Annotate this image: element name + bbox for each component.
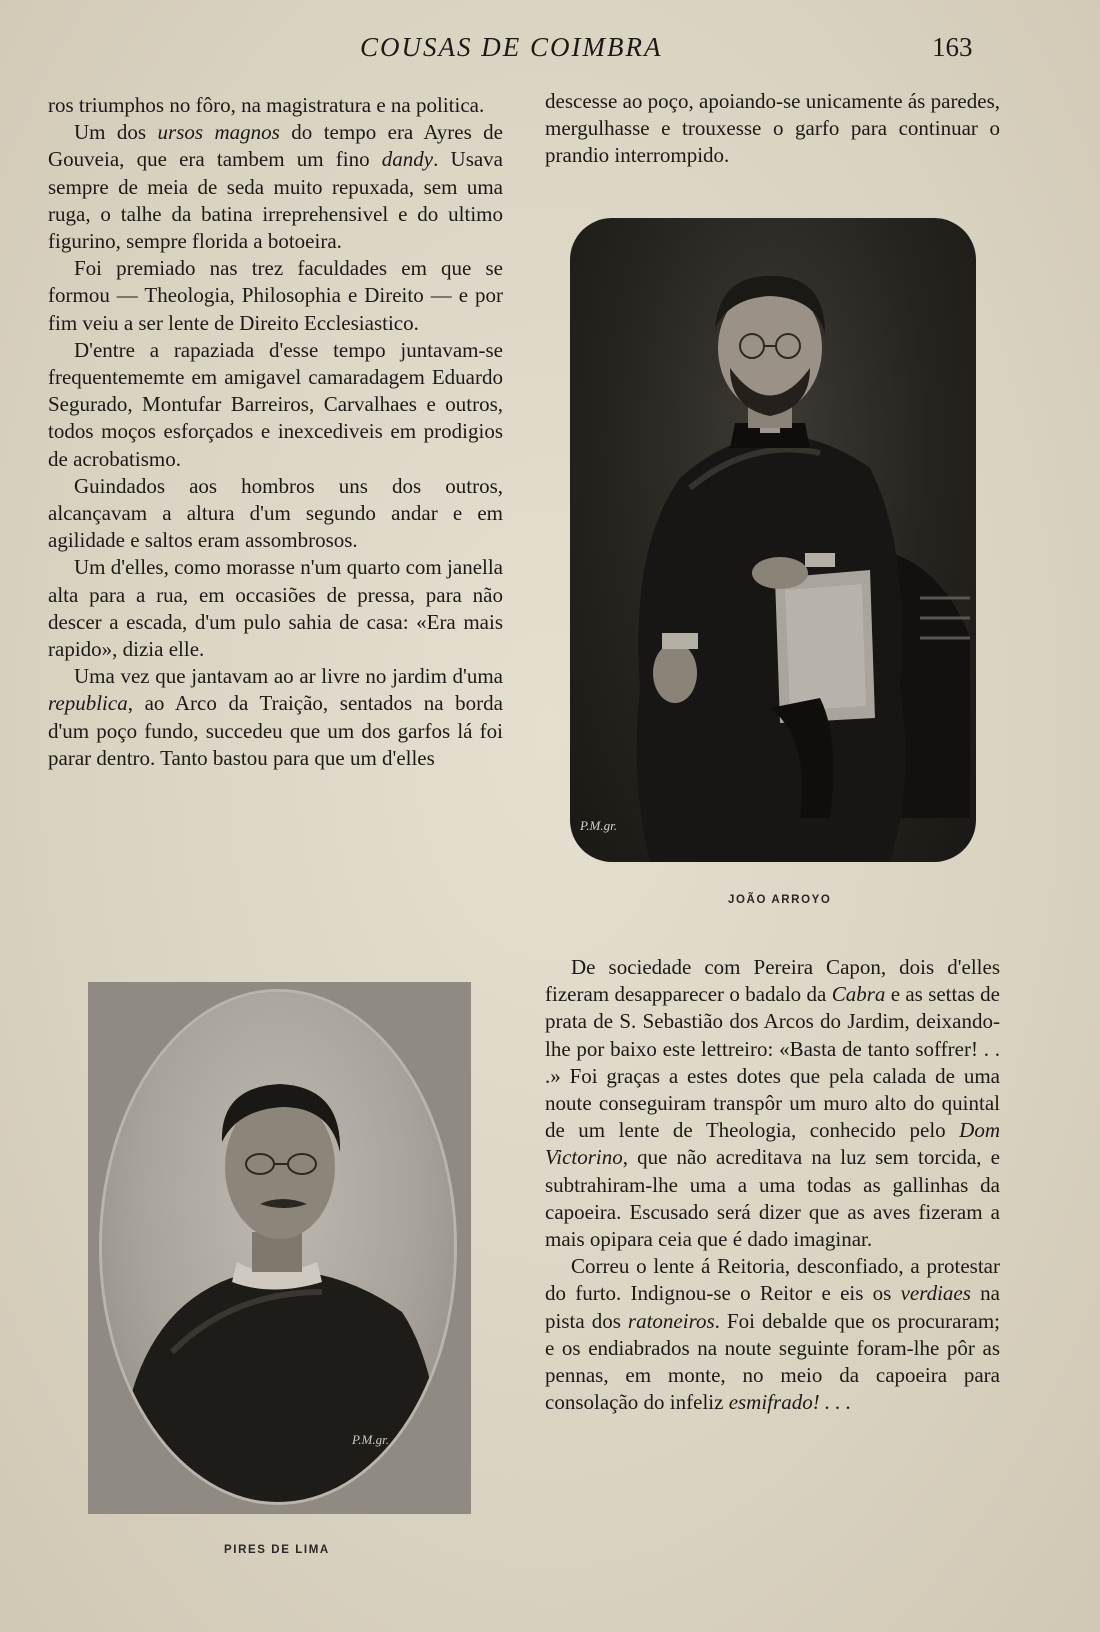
italic-term: Dom Victorino [545, 1118, 1000, 1170]
portrait-oval-frame [102, 992, 454, 1502]
paragraph: Um dos ursos magnos do tempo era Ayres de Gouveia, que era tambem um fino dandy. Usava sempre de meia de seda muito repuxada, sem uma ruga, o talhe da batina irreprehensivel e do ultimo figurino, sempre florida a botoeira. [48, 120, 504, 254]
paragraph: Uma vez que jantavam ao ar livre no jardim d'uma republica, ao Arco da Traição, sentados na borda d'um poço fundo, succedeu que um dos garfos lá foi parar dentro. Tanto bastou para que um d'elles [48, 664, 503, 770]
left-column [48, 92, 503, 772]
caption-pires-de-lima: PIRES DE LIMA [224, 1544, 330, 1556]
paragraph: Foi premiado nas trez faculdades em que se formou — Theologia, Philosophia e Direito — e por fim veiu a ser lente de Direito Ecclesiastico. [48, 256, 503, 335]
right-column-top [545, 88, 1000, 170]
page-number: 163 [932, 32, 973, 62]
paragraph: Guindados aos hombros uns dos outros, alcançavam a altura d'um segundo andar e em agilidade e saltos eram assombrosos. [48, 473, 503, 553]
italic-term: republica [48, 691, 128, 716]
paragraph: Um d'elles, como morasse n'um quarto com janella alta para a rua, em occasiões de pressa, para não descer a escada, d'um pulo sahia de casa: «Era mais rapido», dizia elle. [48, 555, 503, 662]
right-column-bottom [545, 954, 1000, 1416]
portrait-photo-joao-arroyo [570, 218, 976, 862]
italic-term: verdiaes [900, 1281, 971, 1306]
paragraph: D'entre a rapaziada d'esse tempo juntavam-se frequentememte em amigavel camaradagem Eduardo Segurado, Montufar Barreiros, Carvalhaes e outros, todos moços esforçados e inexcediveis em prodigios de acrobatismo. [48, 337, 503, 471]
paragraph: ros triumphos no fôro, na magistratura e na politica. [48, 93, 485, 117]
page-header [0, 30, 1100, 70]
paragraph: De sociedade com Pereira Capon, dois d'elles fizeram desapparecer o badalo da Cabra e as settas de prata de S. Sebastião dos Arcos do Jardim, deixando-lhe por baixo este lettreiro: «Basta de tanto soffrer! . . .» Foi graças a estes dotes que pela calada de uma noute conseguiram transpôr um muro alto do quintal de um lente de Theologia, conhecido pelo Dom Victorino, que não acreditava na luz sem torcida, e subtrahiram-lhe uma a uma todas as gallinhas da capoeira. Escusado será dizer que as aves fizeram a mais opipara ceia que é dado imaginar. [545, 955, 1001, 1252]
portrait-lima-illustration [102, 992, 454, 1502]
italic-term: esmifrado! . . . [728, 1390, 852, 1415]
portrait-arroyo-illustration [570, 218, 976, 862]
portrait-photo-pires-de-lima [88, 982, 471, 1514]
italic-term: dandy [381, 147, 434, 172]
italic-term: Cabra [831, 982, 886, 1007]
caption-joao-arroyo: JOÃO ARROYO [728, 894, 832, 906]
paragraph: descesse ao poço, apoiando-se unicamente ás paredes, mergulhasse e trouxesse o garfo para continuar o prandio interrompido. [545, 89, 1000, 168]
italic-term: ursos magnos [157, 120, 280, 145]
engraver-mark: P.M.gr. [352, 1432, 389, 1447]
paragraph: Correu o lente á Reitoria, desconfiado, a protestar do furto. Indignou-se o Reitor e eis os verdiaes na pista dos ratoneiros. Foi debalde que os procuraram; e os endiabrados na noute seguinte foram-lhe pôr as pennas, em monte, no meio da capoeira para consolação do infeliz esmifrado! . . . [545, 1254, 1000, 1415]
italic-term: ratoneiros [627, 1308, 715, 1333]
running-title: COUSAS DE COIMBRA [360, 32, 663, 62]
engraver-mark: P.M.gr. [580, 818, 617, 833]
